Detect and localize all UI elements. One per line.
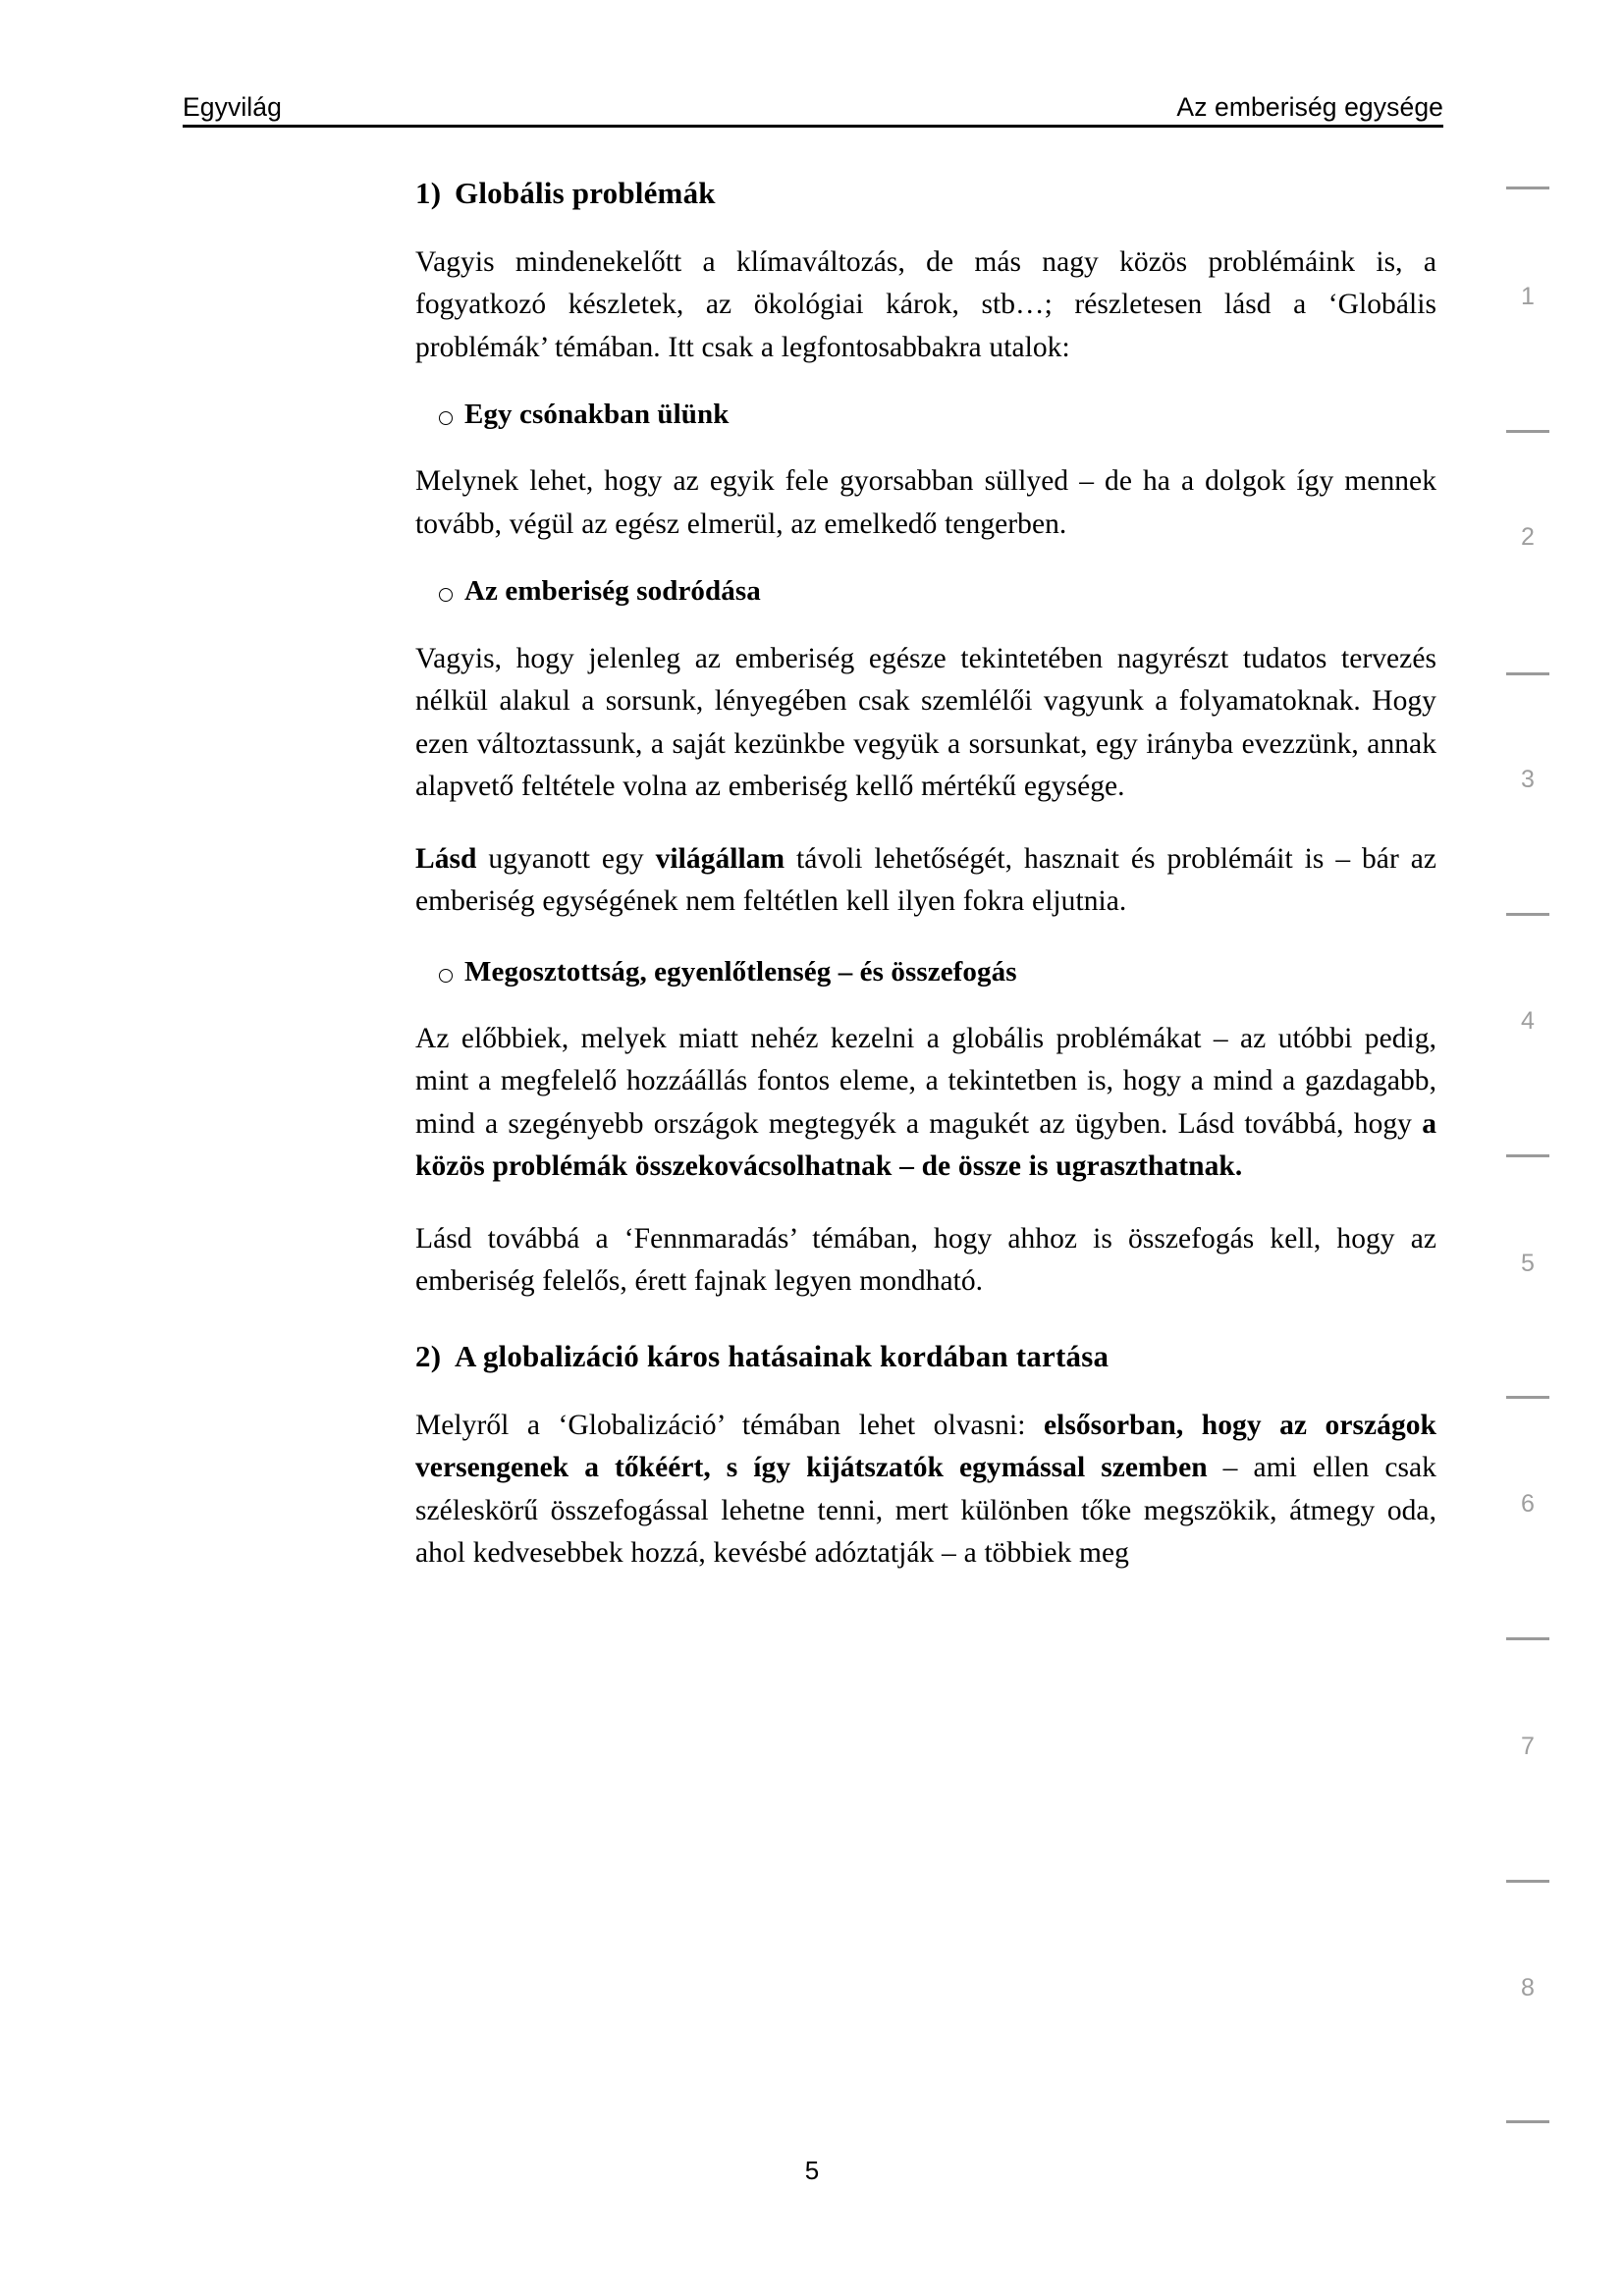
paragraph-division xyxy=(415,1018,1436,1189)
spacer xyxy=(415,1189,1436,1218)
ruler-dash xyxy=(1506,187,1549,189)
worldstate-tail: távoli lehetőségét, hasznait és problémáit is – bár az emberiség egységének nem feltétlen kell ilyen fokra eljutnia. xyxy=(415,842,1436,918)
header-right-title: Az emberiség egysége xyxy=(1176,91,1443,122)
bullet-label-drift: Az emberiség sodródása xyxy=(464,575,761,608)
ruler-dash xyxy=(1506,2120,1549,2123)
paragraph-drift: Vagyis, hogy jelenleg az emberiség egésze tekintetében nagyrészt tudatos tervezés nélkül alakul a sorsunk, lényegében csak szemlélői vagyunk a folyamatoknak. Hogy ezen változtassunk, a saját kezünkbe vegyük a sorsunkat, egy irányba evezzünk, annak alapvető feltétele volna az emberiség kellő mértékű egysége. xyxy=(415,642,1436,803)
main-text-column xyxy=(415,173,1436,1575)
paragraph-worldstate xyxy=(415,838,1436,924)
section-heading-2 xyxy=(415,1336,1436,1377)
section-title-2: A globalizáció káros hatásainak kordában tartása xyxy=(455,1338,1110,1373)
bullet-heading-division xyxy=(415,953,1436,991)
worldstate-mid-1: ugyanott egy xyxy=(476,842,656,875)
spacer xyxy=(415,220,1436,241)
spacer xyxy=(415,809,1436,838)
spacer xyxy=(415,1383,1436,1405)
division-bold-tail: a közös problémák összekovácsolhatnak – de össze is ugraszthatnak. xyxy=(415,1107,1436,1183)
globalization-bold-mid: elsősorban, hogy az országok versengenek a tőkéért, s így kijátszatók egymással szemben xyxy=(415,1409,1436,1484)
ruler-number: 7 xyxy=(1521,1733,1535,1760)
ruler-dash xyxy=(1506,1637,1549,1640)
ruler-dash xyxy=(1506,1880,1549,1883)
section-heading-1 xyxy=(415,173,1436,214)
division-plain-lead: Az előbbiek, melyek miatt nehéz kezelni a globális problémákat – az utóbbi pedig, mint a megfelelő hozzáállás fontos eleme, a tekintetben is, hogy a mind a gazdagabb, mind a szegényebb országok megtegyék a magukét az ügyben. Lásd továbbá, hogy xyxy=(415,1022,1436,1140)
ruler-number: 3 xyxy=(1521,766,1535,793)
ruler-number: 2 xyxy=(1521,523,1535,551)
header-left-title: Egyvilág xyxy=(183,91,282,122)
paragraph-intro: Vagyis mindenekelőtt a klímaváltozás, de más nagy közös problémáink is, a fogyatkozó készletek, az ökológiai károk, stb…; részletesen lásd a ‘Globális problémák’ témában. Itt csak a legfontosabbakra utalok: xyxy=(415,245,1436,363)
ruler-number: 8 xyxy=(1521,1974,1535,2002)
worldstate-bold-lead: Lásd xyxy=(415,842,477,875)
ruler-number: 4 xyxy=(1521,1007,1535,1035)
globalization-tail: – ami ellen csak széleskörű összefogással lehetne tenni, mert különben tőke megszökik, átmegy oda, ahol kedvesebbek hozzá, kevésbé adóztatják – a többiek meg xyxy=(415,1452,1436,1570)
bullet-heading-drift xyxy=(415,572,1436,611)
bullet-label-division: Megosztottság, egyenlőtlenség – és összefogás xyxy=(464,955,1017,988)
paragraph-globalization xyxy=(415,1405,1436,1575)
ruler-number: 1 xyxy=(1521,283,1535,310)
margin-ruler xyxy=(1492,0,1571,2296)
paragraph-boat: Melynek lehet, hogy az egyik fele gyorsabban süllyed – de ha a dolgok így mennek tovább, végül az egész elmerül, az emelkedő tengerben. xyxy=(415,465,1436,540)
ruler-dash xyxy=(1506,672,1549,675)
ruler-dash xyxy=(1506,1396,1549,1399)
section-number-1: 1) xyxy=(415,176,442,210)
bullet-label-boat: Egy csónakban ülünk xyxy=(464,399,730,431)
running-header xyxy=(183,84,1443,128)
ruler-dash xyxy=(1506,913,1549,916)
spacer xyxy=(415,434,1436,460)
bullet-heading-boat xyxy=(415,396,1436,434)
paragraph-survival: Lásd továbbá a ‘Fennmaradás’ témában, hogy ahhoz is összefogás kell, hogy az emberiség felelős, érett fajnak legyen mondható. xyxy=(415,1222,1436,1298)
globalization-plain-lead: Melyről a ‘Globalizáció’ témában lehet olvasni: xyxy=(415,1409,1044,1441)
spacer xyxy=(415,991,1436,1018)
spacer xyxy=(415,924,1436,953)
ruler-number: 5 xyxy=(1521,1250,1535,1277)
ruler-dash xyxy=(1506,430,1549,433)
spacer xyxy=(415,612,1436,638)
section-title-1: Globális problémák xyxy=(455,176,716,210)
ruler-dash xyxy=(1506,1154,1549,1157)
section-number-2: 2) xyxy=(415,1338,442,1373)
spacer xyxy=(415,369,1436,396)
ruler-number: 6 xyxy=(1521,1490,1535,1518)
page-number: 5 xyxy=(804,2156,820,2185)
worldstate-bold-mid: világállam xyxy=(655,842,785,875)
spacer xyxy=(415,546,1436,572)
spacer xyxy=(415,1304,1436,1336)
